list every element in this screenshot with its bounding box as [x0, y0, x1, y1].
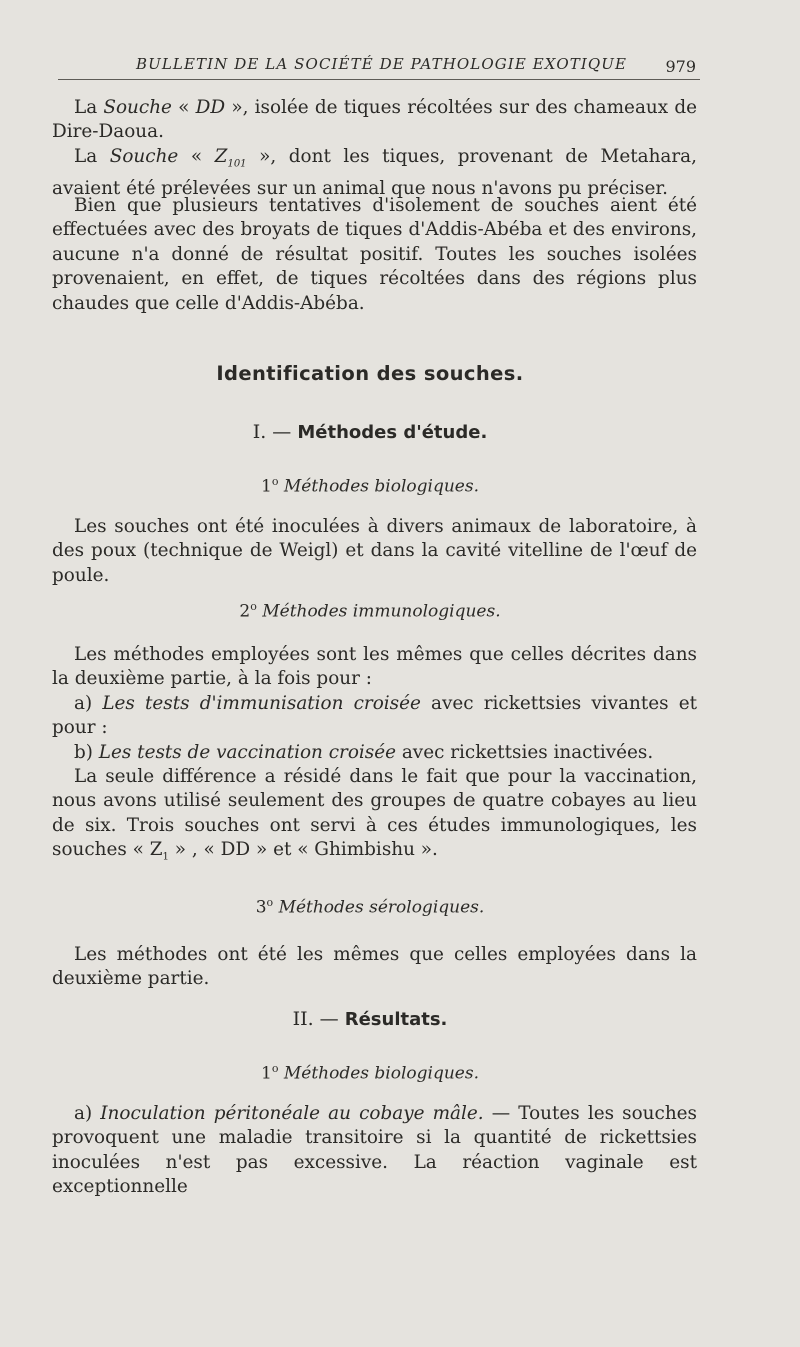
paragraph-inoculation-peritoneale: a) Inoculation péritonéale au cobaye mâle. — Toutes les souches provoquent une maladie transitoire si la quantité de rickettsies inoculées n'est pas excessive. La réaction vaginale est exceptionnelle [52, 1103, 697, 1198]
list-item-a: a) Les tests d'immunisation croisée avec rickettsies vivantes et pour : [52, 693, 697, 739]
section-heading-methodes: I. — Méthodes d'étude. [252, 421, 488, 443]
paragraph-serologiques: Les méthodes ont été les mêmes que celles employées dans la deuxième partie. [52, 944, 697, 990]
section-heading-resultats: II. — Résultats. [292, 1008, 448, 1030]
paragraph-inoculation: Les souches ont été inoculées à divers animaux de laboratoire, à des poux (technique de Weigl) et dans la cavité vitelline de l'œuf de poule. [52, 516, 697, 586]
paragraph-isolement: Bien que plusieurs tentatives d'isolement de souches aient été effectuées avec des broyats de tiques d'Addis-Abéba et des environs, aucune n'a donné de résultat positif. Toutes les souches isolées provenaient, en effet, de tiques récoltées dans des régions plus chaudes que celle d'Addis-Abéba. [52, 195, 697, 314]
subheading-methodes-serologiques: 3$^o$ Méthodes sérologiques. [255, 896, 485, 918]
journal-title: BULLETIN DE LA SOCIÉTÉ DE PATHOLOGIE EXOTIQUE [136, 55, 628, 73]
paragraph-souche-dd: La Souche « DD », isolée de tiques récoltées sur des chameaux de Dire-Daoua. [52, 97, 697, 143]
subheading-resultats-biologiques: 1$^o$ Méthodes biologiques. [261, 1062, 479, 1084]
running-header [58, 53, 700, 80]
paragraph-methodes-employees: Les méthodes employées sont les mêmes que celles décrites dans la deuxième partie, à la fois pour : [52, 644, 697, 690]
subheading-methodes-immunologiques: 2$^o$ Méthodes immunologiques. [239, 600, 501, 622]
page-number: 979 [665, 57, 696, 76]
list-item-b: b) Les tests de vaccination croisée avec rickettsies inactivées. [74, 742, 654, 763]
paragraph-difference: La seule différence a résidé dans le fait que pour la vaccination, nous avons utilisé seulement des groupes de quatre cobayes au lieu de six. Trois souches ont servi à ces études immunologiques, les souches « $Z_1$ » , « DD » et « Ghimbishu ». [52, 766, 697, 863]
paragraph-souche-z101: La Souche « $Z_{101}$ », dont les tiques, provenant de Metahara, avaient été prélevées sur un animal que nous n'avons pu préciser. [52, 146, 697, 200]
main-heading: Identification des souches. [216, 362, 524, 385]
subheading-methodes-biologiques: 1$^o$ Méthodes biologiques. [261, 475, 479, 497]
